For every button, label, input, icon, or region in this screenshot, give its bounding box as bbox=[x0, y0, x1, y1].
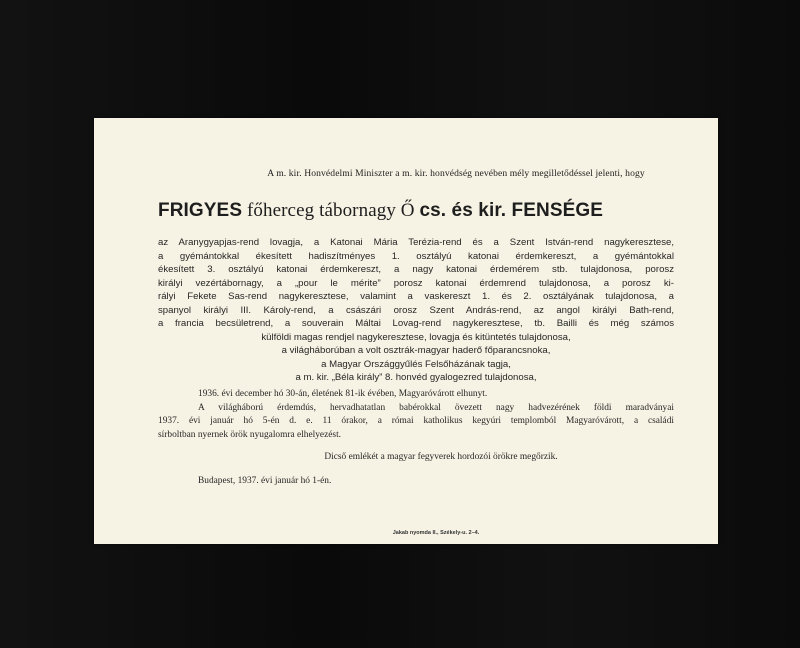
titles-line: spanyol királyi III. Károly-rend, a császári orosz Szent András-rend, az angol királyi Bath-rend, bbox=[158, 304, 674, 316]
headline-name: FRIGYES bbox=[158, 200, 243, 221]
titles-line: az Aranygyapjas-rend lovagja, a Katonai Mária Terézia-rend és a Szent István-rend nagykeresztese, bbox=[158, 237, 674, 248]
headline-title: cs. és kir. FENSÉGE bbox=[419, 200, 604, 221]
obituary-sheet bbox=[94, 118, 718, 544]
titles-line: rályi Fekete Sas-rend nagykeresztese, valamint a vaskereszt 1. és 2. osztályának tulajdonosa, a bbox=[158, 291, 674, 302]
titles-line: a francia becsületrend, a souverain Máltai Lovag-rend nagykeresztese, tb. Bailli és még számos bbox=[158, 318, 674, 329]
glory-line: Dicső emlékét a magyar fegyverek hordozói örökre megőrzik. bbox=[324, 452, 558, 462]
titles-center-line: a Magyar Országgyűlés Felsőházának tagja, bbox=[321, 358, 511, 370]
titles-center-line: a m. kir. „Béla király” 8. honvéd gyalogezred tulajdonosa, bbox=[295, 372, 537, 383]
titles-block bbox=[158, 236, 674, 385]
titles-center-line: külföldi magas rendjel nagykeresztese, lovagja és kitüntetés tulajdonosa, bbox=[261, 331, 571, 343]
intro-line: A m. kir. Honvédelmi Miniszter a m. kir. honvédség nevében mély megilletődéssel jelenti, hogy bbox=[267, 168, 645, 179]
titles-center-line: a világháborúban a volt osztrák-magyar haderő főparancsnoka, bbox=[281, 345, 551, 356]
titles-line: ékesített 3. osztályú katonai érdemkereszt, a nagy katonai érdemérem stb. tulajdonosa, porosz bbox=[158, 264, 674, 275]
death-line: 1936. évi december hó 30-án, életének 81-ik évében, Magyaróvárott elhunyt. bbox=[198, 389, 488, 399]
titles-line: királyi vezértábornagy, a „pour le mérite” porosz katonai érdemrend tulajdonosa, a porosz ki- bbox=[158, 277, 674, 289]
death-notice bbox=[158, 388, 674, 442]
headline bbox=[158, 200, 678, 222]
funeral-line: sírboltban nyernek örök nyugalomra elhelyezést. bbox=[158, 429, 342, 440]
funeral-line: 1937. évi január hó 5-én d. e. 11 órakor, a római katholikus kegyúri templomból Magyaróvárott, a családi bbox=[158, 416, 674, 426]
funeral-line: A világháború érdemdús, hervadhatatlan babérokkal övezett nagy hadvezérének földi maradványai bbox=[198, 402, 674, 413]
dateline: Budapest, 1937. évi január hó 1-én. bbox=[198, 476, 332, 486]
printer-imprint: Jakab nyomda II., Székely-u. 2–4. bbox=[392, 530, 480, 536]
titles-line: a gyémántokkal ékesített hadiszítményes 1. osztályú katonai érdemkereszt, a gyémántokkal bbox=[158, 250, 674, 262]
headline-rank: főherceg tábornagy Ő bbox=[242, 200, 420, 221]
